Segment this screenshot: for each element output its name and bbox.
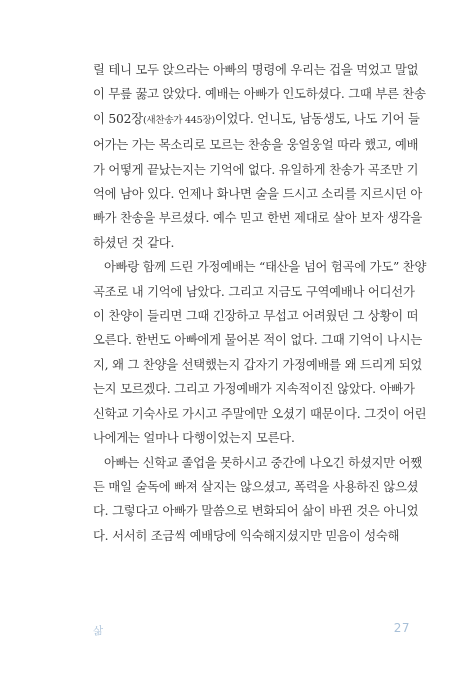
paragraph-1 xyxy=(93,58,429,255)
paragraph-text: 이었다. 언니도, 남동생도, 나도 기어 들어가는 가는 목소리로 모르는 찬송을 웅얼웅얼 따라 했고, 예배가 어떻게 끝났는지는 기억에 없다. 유일하게 찬송가 곡조만 기억에 남아 있다. 언제나 화나면 술을 드시고 소리를 지르시던 아빠가 찬송을 부르셨다. 예수 믿고 한번 제대로 살아 보자 생각을 하셨던 것 같다. xyxy=(93,111,423,250)
paragraph-3 xyxy=(93,451,429,549)
hymn-reference-note: (새찬송가 445장) xyxy=(142,114,215,126)
paragraph-text: 아빠랑 함께 드린 가정예배는 “태산을 넘어 험곡에 가도” 찬양 곡조로 내 기억에 남았다. 그리고 지금도 구역예배나 어디선가 이 찬양이 들리면 그때 긴장하고 무섭고 어려웠던 그 상황이 떠오른다. 한번도 아빠에게 물어본 적이 없다. 그때 기억이 나시는지, 왜 그 찬양을 선택했는지 갑자기 가정예배를 왜 드리게 되었는지 모르겠다. 그리고 가정예배가 지속적이진 않았다. 아빠가 신학교 기숙사로 가시고 주말에만 오셨기 때문이다. 그것이 어린 나에게는 얼마나 다행이었는지 모른다. xyxy=(93,260,427,446)
body-text xyxy=(93,58,429,548)
page-number: 27 xyxy=(393,621,410,635)
section-label: 삶 xyxy=(93,625,104,637)
paragraph-text: 아빠는 신학교 졸업을 못하시고 중간에 나오긴 하셨지만 어쨌든 매일 술독에 빠져 살지는 않으셨고, 폭력을 사용하진 않으셨다. 그렇다고 아빠가 말씀으로 변화되어 삶이 바뀐 것은 아니었다. 서서히 조금씩 예배당에 익숙해지셨지만 믿음이 성숙해 xyxy=(93,455,422,543)
paragraph-2 xyxy=(93,255,429,450)
paragraph-text: 릴 테니 모두 앉으라는 아빠의 명령에 우리는 겁을 먹었고 말없이 무릎 꿇고 앉았다. 예배는 아빠가 인도하셨다. 그때 부른 찬송이 502장 xyxy=(93,63,426,126)
